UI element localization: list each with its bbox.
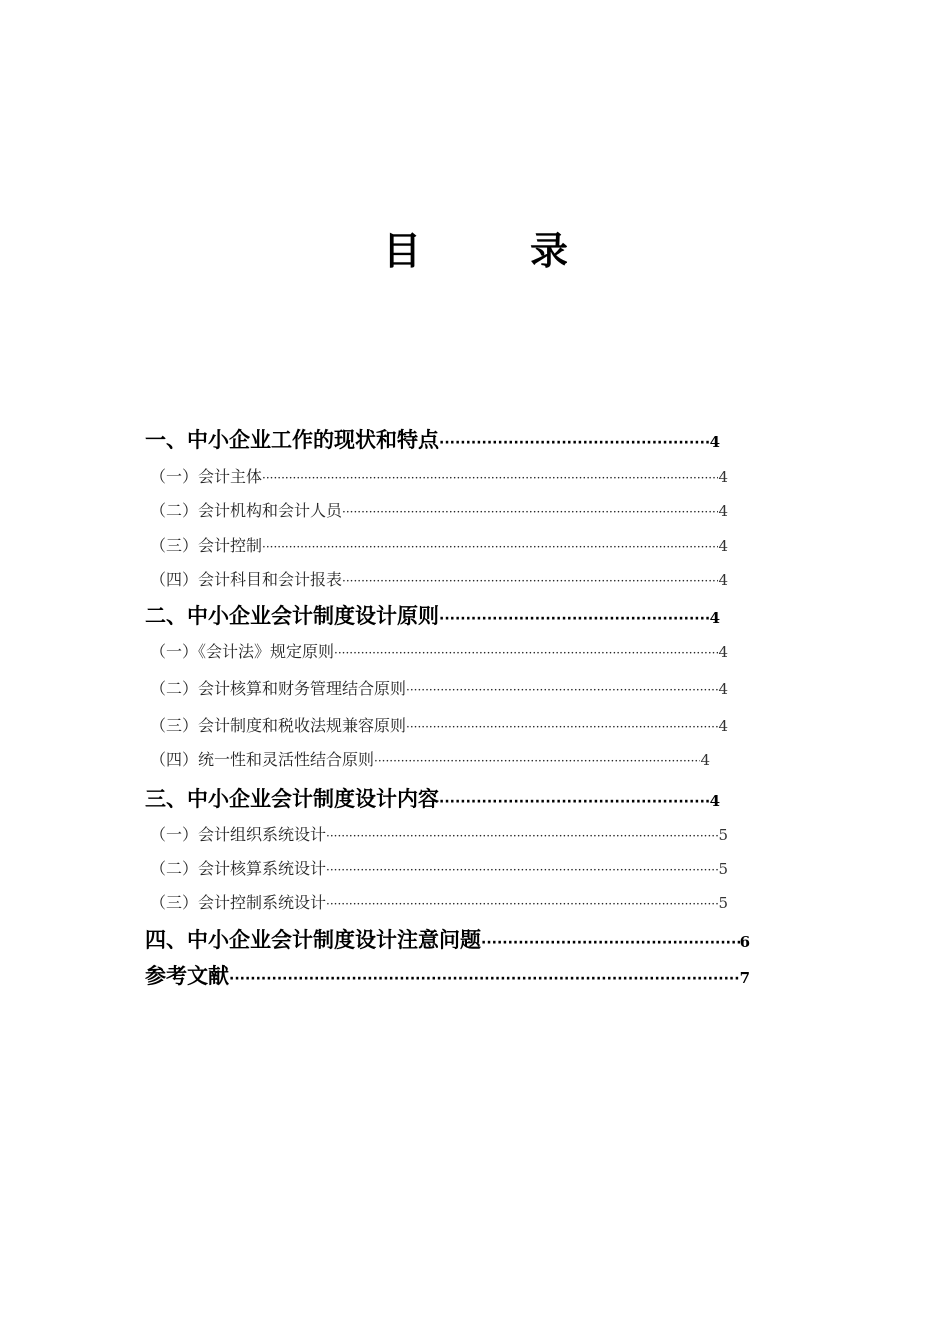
toc-entry-page: 4 bbox=[718, 502, 728, 520]
toc-entry-page: 4 bbox=[718, 537, 728, 555]
toc-entry-3-2[interactable] bbox=[150, 854, 728, 884]
toc-entry-2-4[interactable] bbox=[150, 745, 710, 775]
toc-entry-section-4[interactable] bbox=[145, 925, 750, 955]
toc-leader-dots bbox=[326, 855, 718, 884]
toc-leader-dots bbox=[326, 889, 718, 918]
toc-entry-label: 四、中小企业会计制度设计注意问题 bbox=[145, 928, 481, 952]
toc-entry-2-2[interactable] bbox=[150, 674, 728, 704]
toc-leader-dots bbox=[229, 964, 740, 991]
toc-title-char-2: 录 bbox=[530, 229, 569, 273]
toc-entry-label: 二、中小企业会计制度设计原则 bbox=[145, 604, 439, 628]
toc-leader-dots bbox=[342, 566, 718, 595]
toc-entry-1-1[interactable] bbox=[150, 462, 728, 492]
toc-leader-dots bbox=[334, 638, 718, 667]
toc-entry-page: 4 bbox=[709, 433, 720, 451]
toc-leader-dots bbox=[262, 532, 718, 561]
toc-entry-label: （三）会计控制 bbox=[150, 536, 263, 555]
toc-entry-1-4[interactable] bbox=[150, 565, 728, 595]
toc-entry-label: （四）统一性和灵活性结合原则 bbox=[150, 750, 375, 769]
toc-entry-page: 4 bbox=[718, 680, 728, 698]
toc-entry-1-2[interactable] bbox=[150, 496, 728, 526]
toc-entry-2-1[interactable] bbox=[150, 637, 728, 667]
toc-entry-page: 4 bbox=[718, 571, 728, 589]
toc-leader-dots bbox=[439, 787, 710, 814]
toc-leader-dots bbox=[374, 746, 700, 775]
toc-entry-references[interactable] bbox=[145, 961, 750, 991]
toc-entry-page: 4 bbox=[709, 792, 720, 810]
toc-entry-label: （二）会计机构和会计人员 bbox=[150, 501, 343, 520]
toc-entry-page: 6 bbox=[739, 933, 750, 951]
toc-entry-page: 4 bbox=[718, 643, 728, 661]
toc-entry-label: （四）会计科目和会计报表 bbox=[150, 570, 343, 589]
toc-entry-2-3[interactable] bbox=[150, 711, 728, 741]
toc-title-char-1: 目 bbox=[383, 229, 422, 273]
toc-entry-label: （三）会计控制系统设计 bbox=[150, 893, 327, 912]
toc-entry-label: （一）会计主体 bbox=[150, 467, 263, 486]
toc-entry-label: （一）《会计法》规定原则 bbox=[150, 642, 335, 661]
toc-leader-dots bbox=[406, 712, 718, 741]
toc-leader-dots bbox=[342, 497, 718, 526]
toc-entry-label: （一）会计组织系统设计 bbox=[150, 825, 327, 844]
toc-entry-label: （三）会计制度和税收法规兼容原则 bbox=[150, 716, 407, 735]
toc-entry-3-1[interactable] bbox=[150, 820, 728, 850]
toc-entry-label: 一、中小企业工作的现状和特点 bbox=[145, 428, 439, 452]
toc-entry-page: 5 bbox=[718, 826, 728, 844]
toc-entry-label: （二）会计核算和财务管理结合原则 bbox=[150, 679, 407, 698]
toc-entry-page: 4 bbox=[718, 717, 728, 735]
toc-entry-section-2[interactable] bbox=[145, 601, 720, 631]
toc-entry-page: 4 bbox=[718, 468, 728, 486]
toc-entry-page: 7 bbox=[739, 969, 750, 987]
toc-leader-dots bbox=[406, 675, 718, 704]
toc-entry-page: 5 bbox=[718, 894, 728, 912]
toc-leader-dots bbox=[262, 463, 718, 492]
toc-entry-page: 5 bbox=[718, 860, 728, 878]
toc-leader-dots bbox=[326, 821, 718, 850]
toc-leader-dots bbox=[439, 604, 710, 631]
toc-entry-section-1[interactable] bbox=[145, 425, 720, 455]
toc-entry-3-3[interactable] bbox=[150, 888, 728, 918]
toc-entry-label: （二）会计核算系统设计 bbox=[150, 859, 327, 878]
toc-entry-label: 参考文献 bbox=[145, 964, 229, 988]
toc-entry-page: 4 bbox=[709, 609, 720, 627]
toc-entry-page: 4 bbox=[700, 751, 710, 769]
toc-leader-dots bbox=[439, 428, 710, 455]
toc-leader-dots bbox=[481, 928, 740, 955]
toc-entry-1-3[interactable] bbox=[150, 531, 728, 561]
toc-entry-section-3[interactable] bbox=[145, 784, 720, 814]
toc-entry-label: 三、中小企业会计制度设计内容 bbox=[145, 787, 439, 811]
